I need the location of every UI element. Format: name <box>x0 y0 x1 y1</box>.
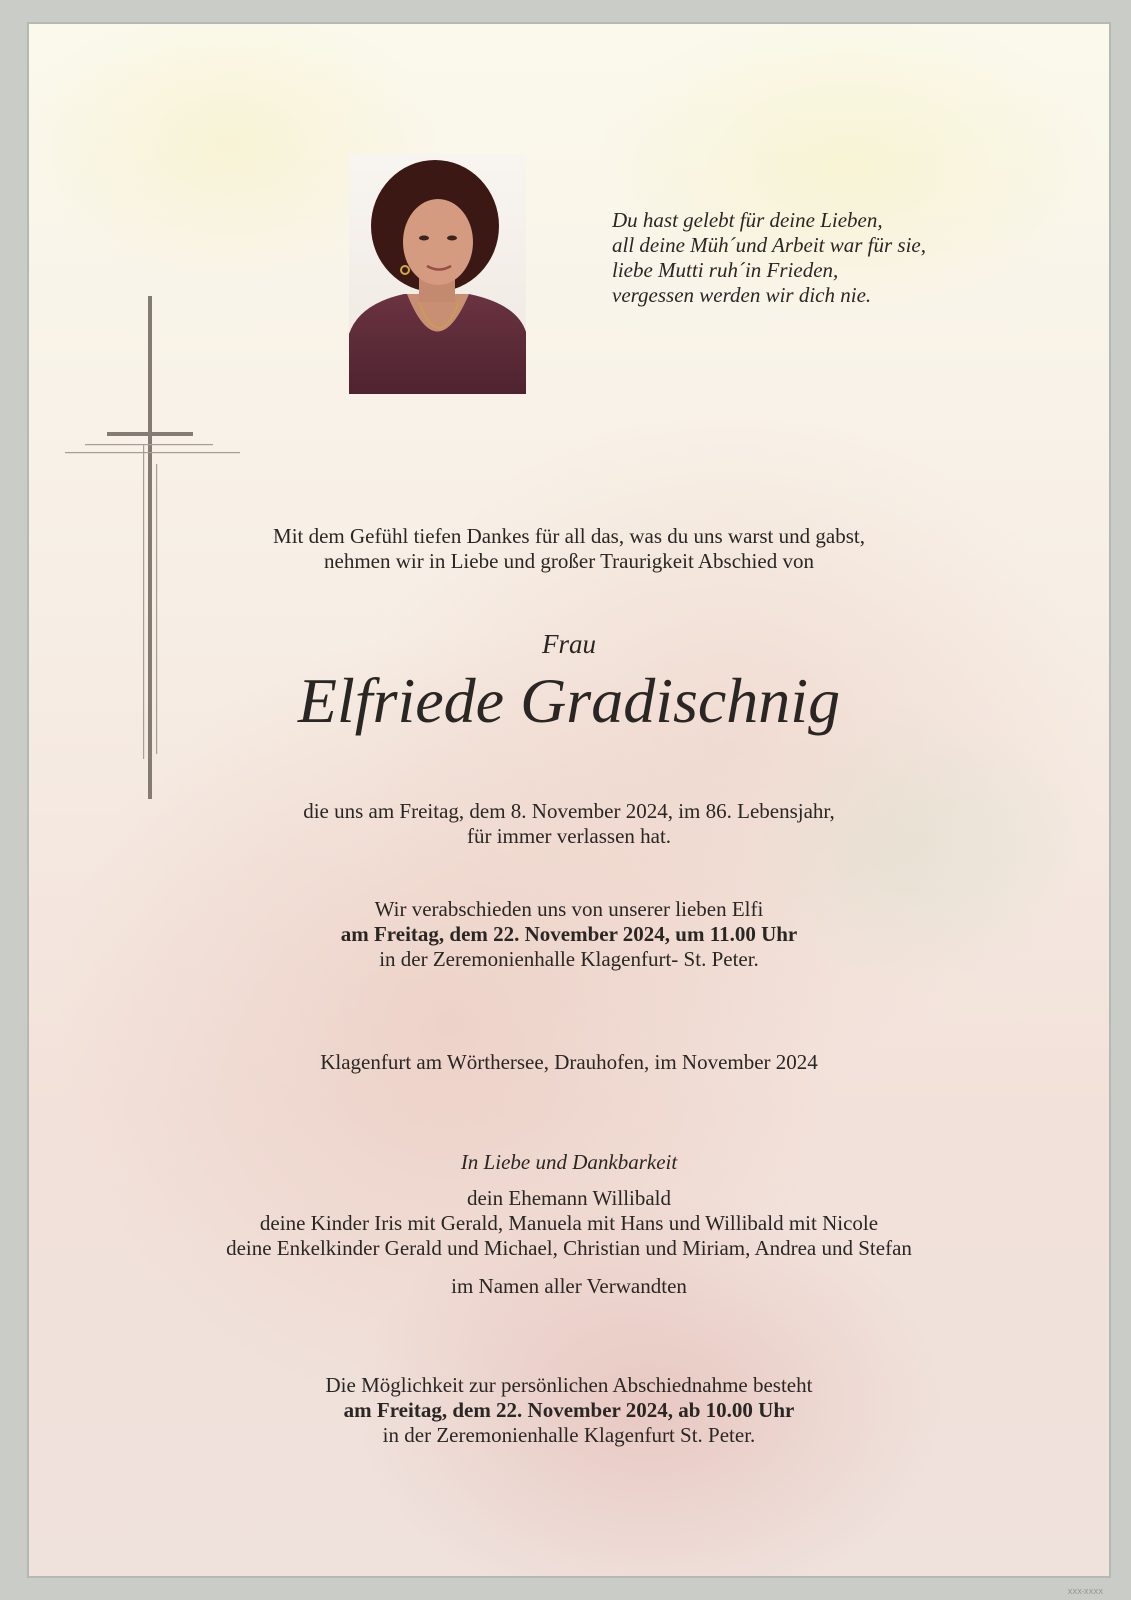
poem <box>612 208 1032 308</box>
salutation: Frau <box>542 629 596 659</box>
relatives-line: im Namen aller Verwandten <box>451 1274 687 1298</box>
intro-text <box>29 524 1109 574</box>
mourner-line: dein Ehemann Willibald <box>466 1186 672 1210</box>
death-line: die uns am Freitag, dem 8. November 2024, im 86. Lebensjahr, <box>303 799 835 823</box>
death-line: für immer verlassen hat. <box>466 824 672 848</box>
mourners-heading: In Liebe und Dankbarkeit <box>460 1150 678 1174</box>
obituary-card <box>27 22 1111 1578</box>
poem-line: liebe Mutti ruh´in Frieden, <box>612 258 839 282</box>
farewell-datetime: am Freitag, dem 22. November 2024, um 11.00 Uhr <box>340 922 798 946</box>
deceased-name: Elfriede Gradischnig <box>297 665 841 736</box>
corner-mark: XXX-XXXX <box>1067 1588 1103 1596</box>
viewing-datetime: am Freitag, dem 22. November 2024, ab 10.00 Uhr <box>343 1398 795 1422</box>
portrait-photo <box>349 154 526 394</box>
death-info <box>29 799 1109 849</box>
place-date: Klagenfurt am Wörthersee, Drauhofen, im November 2024 <box>320 1050 818 1074</box>
poem-line: vergessen werden wir dich nie. <box>612 283 872 307</box>
farewell-info <box>29 897 1109 972</box>
viewing-line: Die Möglichkeit zur persönlichen Abschiednahme besteht <box>325 1373 813 1397</box>
mourner-line: deine Kinder Iris mit Gerald, Manuela mit Hans und Willibald mit Nicole <box>259 1211 879 1235</box>
poem-line: Du hast gelebt für deine Lieben, <box>612 208 883 232</box>
farewell-location: in der Zeremonienhalle Klagenfurt- St. Peter. <box>379 947 759 971</box>
mourner-line: deine Enkelkinder Gerald und Michael, Christian und Miriam, Andrea und Stefan <box>226 1236 912 1260</box>
farewell-line: Wir verabschieden uns von unserer lieben Elfi <box>374 897 764 921</box>
poem-line: all deine Müh´und Arbeit war für sie, <box>612 233 927 257</box>
viewing-location: in der Zeremonienhalle Klagenfurt St. Peter. <box>382 1423 756 1447</box>
intro-line: Mit dem Gefühl tiefen Dankes für all das, was du uns warst und gabst, <box>273 524 865 548</box>
mourners-list <box>29 1186 1109 1261</box>
intro-line: nehmen wir in Liebe und großer Traurigkeit Abschied von <box>324 549 814 573</box>
viewing-info <box>29 1373 1109 1448</box>
mourners <box>29 1150 1109 1175</box>
portrait-illustration <box>349 154 526 394</box>
